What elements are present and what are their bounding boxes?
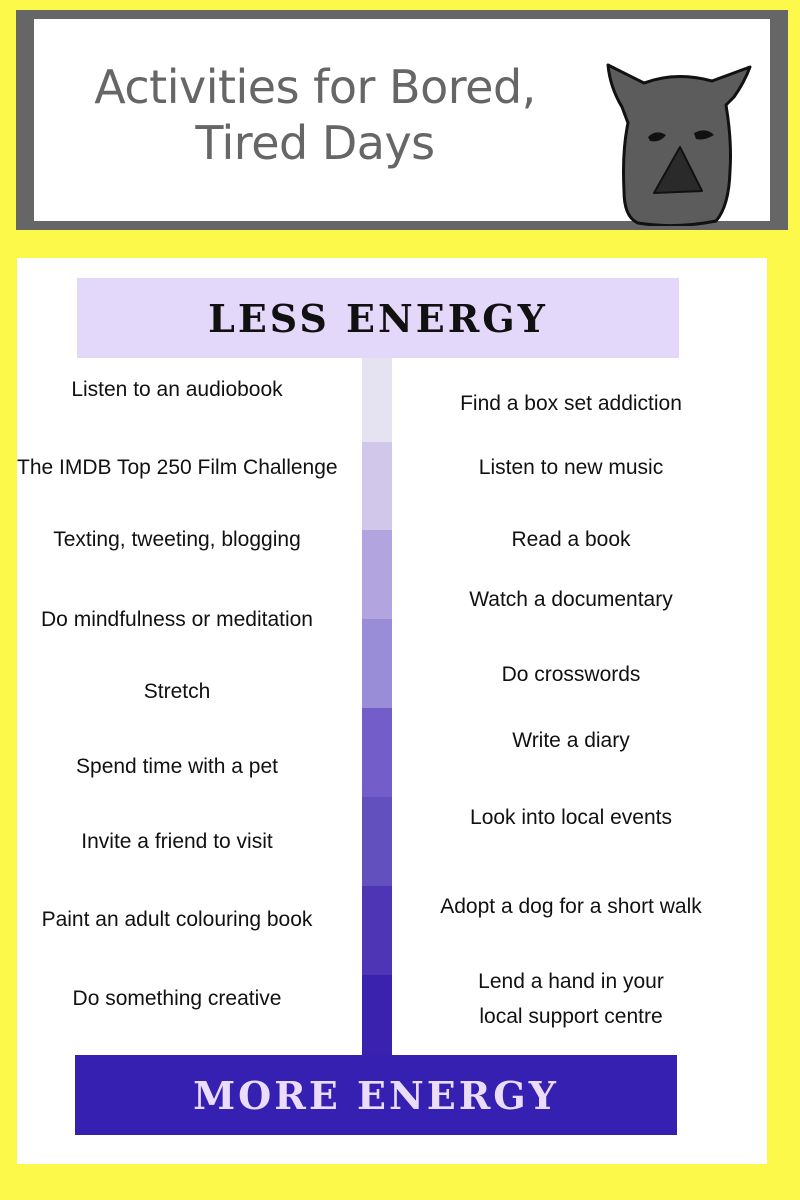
title-line-2: Tired Days [195, 116, 435, 170]
activity-left-5: Stretch [143, 680, 211, 703]
activity-right-9-line2: local support centre [479, 1005, 663, 1028]
activity-left-6: Spend time with a pet [76, 755, 278, 778]
activity-panel [17, 258, 767, 1164]
less-energy-label: LESS ENERGY [208, 295, 548, 341]
activity-right-5: Do crosswords [501, 663, 641, 686]
title-line-1: Activities for Bored, [94, 60, 536, 114]
energy-scale-segment [362, 619, 392, 708]
energy-scale-bar [362, 358, 392, 1055]
page-title [70, 59, 560, 171]
more-energy-banner [75, 1055, 677, 1135]
activity-right-8: Adopt a dog for a short walk [440, 895, 702, 918]
header-frame [16, 10, 788, 230]
energy-scale-segment [362, 530, 392, 619]
activity-left-9: Do something creative [72, 987, 282, 1010]
activity-left-2: The IMDB Top 250 Film Challenge [17, 456, 338, 479]
activity-right-4: Watch a documentary [469, 588, 673, 611]
activity-left-7: Invite a friend to visit [81, 830, 273, 853]
activity-left-8: Paint an adult colouring book [41, 908, 313, 931]
energy-scale-segment [362, 708, 392, 797]
energy-scale-segment [362, 886, 392, 975]
masked-face-icon [594, 41, 759, 226]
activity-left-3: Texting, tweeting, blogging [53, 528, 301, 551]
activity-right-7: Look into local events [470, 806, 672, 829]
activity-right-6: Write a diary [512, 729, 630, 752]
activity-right-3: Read a book [511, 528, 631, 551]
energy-scale-segment [362, 442, 392, 530]
energy-scale-segment [362, 358, 392, 442]
activity-left-4: Do mindfulness or meditation [41, 608, 313, 631]
activity-right-9-line1: Lend a hand in your [478, 970, 664, 993]
activity-right-2: Listen to new music [478, 456, 664, 479]
energy-scale-segment [362, 975, 392, 1055]
activity-right-1: Find a box set addiction [460, 392, 682, 415]
energy-scale-segment [362, 797, 392, 886]
header-card [34, 19, 770, 221]
less-energy-banner [77, 278, 679, 358]
activity-left-1: Listen to an audiobook [71, 378, 283, 401]
more-energy-label: MORE ENERGY [193, 1072, 559, 1118]
